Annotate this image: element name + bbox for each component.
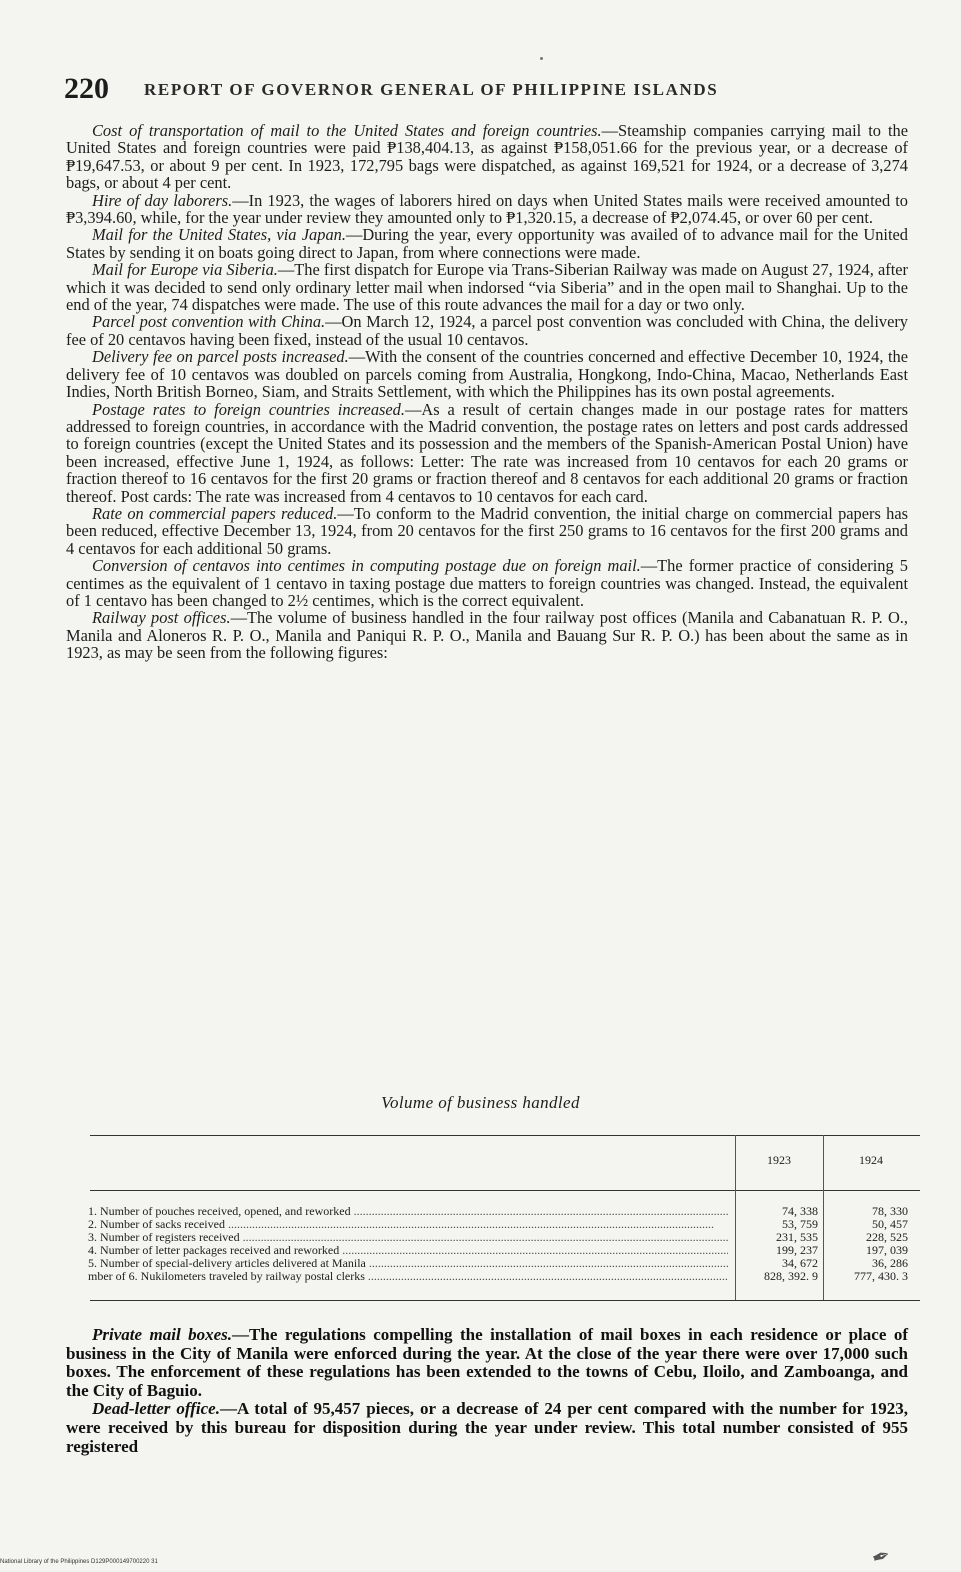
body-text xyxy=(66,122,908,662)
paragraph-text: —As a result of certain changes made in our postage rates for matters addressed to foreign countries, in accordance with the Madrid convention, the postage rates on letters and post cards addressed to foreign countries (except the United States and its possession and the members of the Spanish-American Postal Union) have been increased, effective June 1, 1924, as follows: Letter: The rate was increased from 10 centavos for each 20 grams or fraction thereof to 16 centavos for the first 20 grams or fraction thereof and 8 centavos for each additional 20 grams or fraction thereof. Post cards: The rate was increased from 4 centavos to 10 centavos for each card. xyxy=(66,399,909,506)
table-top-rule xyxy=(90,1135,920,1136)
paragraph xyxy=(66,226,908,261)
pencil-mark-icon: ✒ xyxy=(868,1541,894,1572)
table-header-rule xyxy=(90,1190,920,1191)
running-head: REPORT OF GOVERNOR GENERAL OF PHILIPPINE ISLANDS xyxy=(144,80,719,99)
table-cell-1924: 36, 286 xyxy=(872,1256,908,1270)
paragraph xyxy=(66,348,908,400)
paragraph xyxy=(66,557,908,609)
paragraph-lead: Conversion of centavos into centimes in computing postage due on foreign mail. xyxy=(92,556,641,576)
paragraph xyxy=(66,505,908,557)
paragraph-text: —The volume of business handled in the four railway post offices (Manila and Cabanatuan R. P. O., Manila and Aloneros R. P. O., Manila and Paniqui R. P. O., Manila and Bauang Sur R. P. O.) has been about the same as in 1923, as may be seen from the following figures: xyxy=(66,608,908,663)
table-row-label: 2. Number of sacks received ..... xyxy=(88,1218,728,1231)
paragraph-lead: Railway post offices. xyxy=(92,608,231,628)
paragraph-text: —Steamship companies carrying mail to the United States and foreign countries were paid ₱138,404.13, as against ₱158,051.66 for the previous year, or a decrease of ₱19,647.53, or about 9 per cent. In 1923, 172,795 bags were dispatched, as against 169,521 for 1924, or a decrease of 3,274 bags, or about 4 per cent. xyxy=(66,121,908,193)
table-cell-1924: 50, 457 xyxy=(872,1217,908,1231)
paragraph xyxy=(66,313,908,348)
table-cell-1923: 34, 672 xyxy=(782,1256,818,1270)
table-row-label: 4. Number of letter packages received and reworked ..... xyxy=(88,1244,728,1257)
paragraph xyxy=(66,1400,908,1456)
paragraph-lead: Delivery fee on parcel posts increased. xyxy=(92,347,349,367)
page-number: 220 xyxy=(64,72,109,105)
paragraph-text: —During the year, every opportunity was availed of to advance mail for the United States by sending it on boats going direct to Japan, from where connections were made. xyxy=(66,225,909,262)
paragraph-text: —On March 12, 1924, a parcel post convention was concluded with China, the delivery fee of 20 centavos having been fixed, instead of the usual 10 centavos. xyxy=(66,312,908,349)
paragraph-text: —The regulations compelling the installation of mail boxes in each residence or place of business in the City of Manila were enforced during the year. At the close of the year there were over 17,000 such boxes. The enforcement of these regulations has been extended to the towns of Cebu, Iloilo, and Zamboanga, and the City of Baguio. xyxy=(66,1325,908,1400)
paragraph-lead: Mail for the United States, via Japan. xyxy=(92,225,346,245)
paragraph xyxy=(66,609,908,661)
paragraph-lead: Parcel post convention with China. xyxy=(92,312,326,332)
table-cell-1924: 228, 525 xyxy=(866,1230,908,1244)
paragraph-text: —To conform to the Madrid convention, the initial charge on commercial papers has been reduced, effective December 13, 1924, from 20 centavos for the first 250 grams to 16 centavos for the first 200 grams and 4 centavos for each additional 50 grams. xyxy=(66,503,909,558)
table-cell-1924: 197, 039 xyxy=(866,1243,908,1257)
table-cell-1924: 777, 430. 3 xyxy=(854,1269,908,1283)
paragraph-lead: Cost of transportation of mail to the United States and foreign countries. xyxy=(92,121,602,140)
table-column-header-1924: 1924 xyxy=(859,1153,883,1167)
closing-text xyxy=(66,1326,908,1456)
paragraph-text: —A total of 95,457 pieces, or a decrease of 24 per cent compared with the number for 1923, were received by this bureau for disposition during the year under review. This total number consisted of 955 registered xyxy=(66,1399,908,1456)
paragraph-text: —The former practice of considering 5 centimes as the equivalent of 1 centavo in taxing postage due matters to foreign countries was changed. Instead, the equivalent of 1 centavo has been changed to 2½ centimes, which is the correct equivalent. xyxy=(66,556,908,610)
table-cell-1923: 231, 535 xyxy=(776,1230,818,1244)
scan-credit: National Library of the Philippines D129P000149700220 31 xyxy=(0,1559,158,1565)
table-title: Volume of business handled xyxy=(381,1093,580,1112)
table-row xyxy=(88,1270,920,1283)
page-header xyxy=(64,72,844,106)
table-cell-1924: 78, 330 xyxy=(872,1204,908,1218)
paragraph xyxy=(66,122,908,192)
table-cell-1923: 74, 338 xyxy=(782,1204,818,1218)
scan-speck xyxy=(540,57,543,60)
paragraph-lead: Rate on commercial papers reduced. xyxy=(92,503,338,523)
paragraph-text: —In 1923, the wages of laborers hired on days when United States mails were received amounted to ₱3,394.60, while, for the year under review they amounted only to ₱1,320.15, a decrease of ₱2,074.45, or over 60 per cent. xyxy=(66,190,909,228)
paragraph-lead: Hire of day laborers. xyxy=(92,190,233,210)
paragraph-lead: Postage rates to foreign countries increased. xyxy=(92,399,405,419)
table-cell-1923: 53, 759 xyxy=(782,1217,818,1231)
table-row-label: 3. Number of registers received ..... xyxy=(88,1231,728,1244)
paragraph xyxy=(66,1326,908,1400)
paragraph xyxy=(66,192,908,227)
table-cell-1923: 828, 392. 9 xyxy=(764,1269,818,1283)
table-row-label: mber of 6. Nukilometers traveled by railway postal clerks ..... xyxy=(88,1270,728,1283)
paragraph xyxy=(66,261,908,313)
paragraph-lead: Private mail boxes. xyxy=(92,1325,233,1344)
paragraph-lead: Dead-letter office. xyxy=(92,1399,220,1419)
paragraph xyxy=(66,401,908,505)
paragraph-lead: Mail for Europe via Siberia. xyxy=(92,260,278,280)
paragraph-text: —With the consent of the countries concerned and effective December 10, 1924, the delivery fee of 10 centavos was doubled on parcels coming from Australia, Hongkong, Indo-China, Macao, Netherlands East Indies, North British Borneo, Siam, and Straits Settlement, with which the Philippines has its own postal agreements. xyxy=(66,347,908,402)
paragraph-text: —The first dispatch for Europe via Trans-Siberian Railway was made on August 27, 1924, after which it was decided to send only ordinary letter mail when indorsed “via Siberia” and in the open mail to Shanghai. Up to the end of the year, 74 dispatches were made. The use of this route advances the mail for a day or two only. xyxy=(66,260,909,315)
table-column-header-1923: 1923 xyxy=(767,1153,791,1167)
table-row-label: 1. Number of pouches received, opened, and reworked ..... xyxy=(88,1205,728,1218)
table-bottom-rule xyxy=(90,1300,920,1301)
table-cell-1923: 199, 237 xyxy=(776,1243,818,1257)
table-row-label: 5. Number of special-delivery articles delivered at Manila ..... xyxy=(88,1257,728,1270)
